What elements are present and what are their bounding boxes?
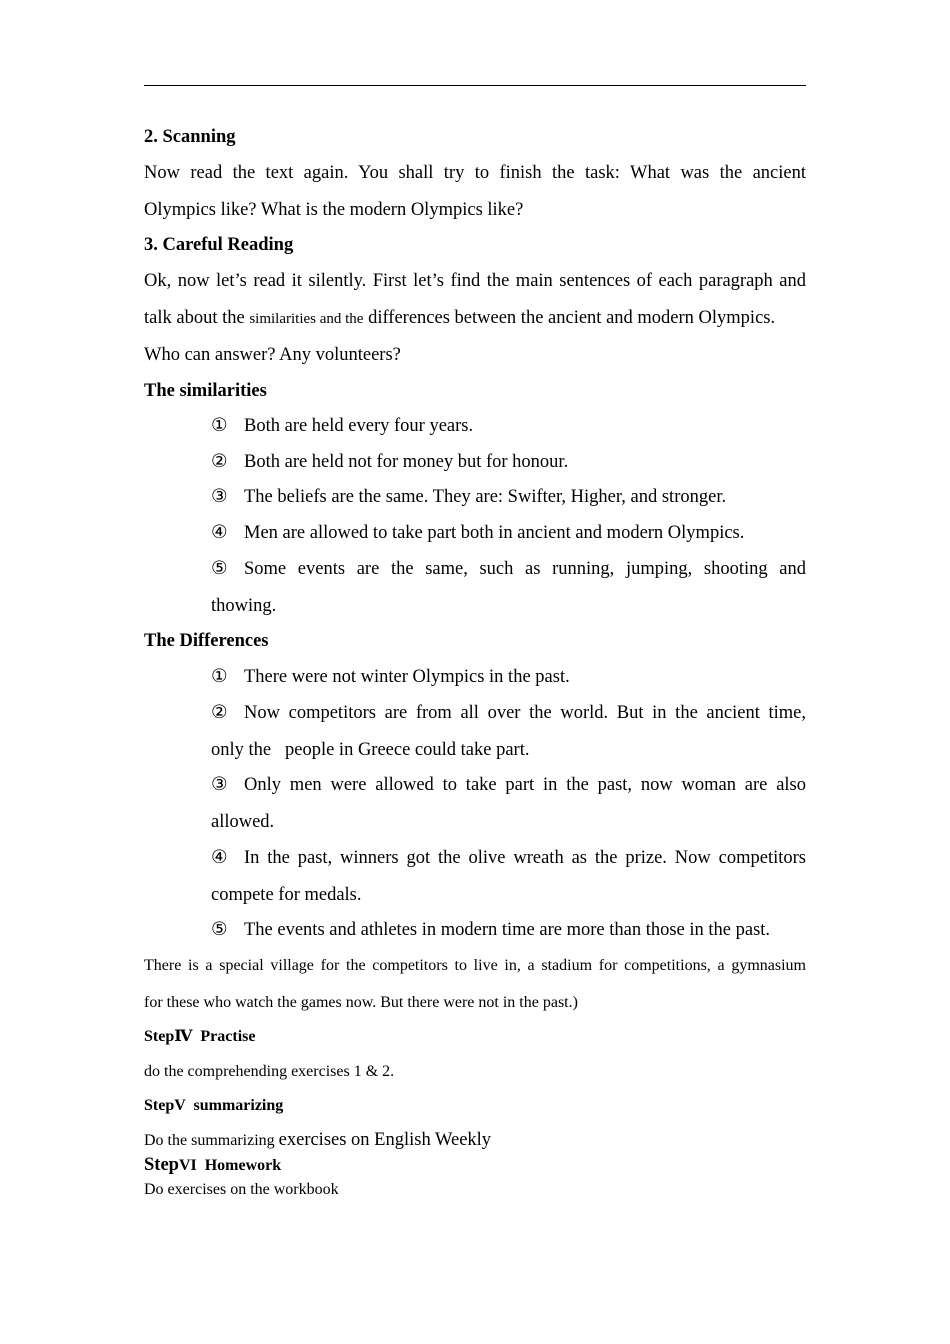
similarity-item [211,417,806,436]
step-5-text-part-a: Do the summarizing [144,1132,279,1149]
difference-number: ⑤ [211,920,228,940]
similarities-heading: The similarities [144,381,267,401]
difference-continuation: only the people in Greece could take part. [211,740,530,760]
similarity-number: ⑤ [211,559,228,579]
difference-number: ② [211,703,228,723]
similarity-text: Both are held every four years. [244,416,474,436]
difference-text: Now competitors are from all over the world. But in the ancient time, [244,703,806,723]
careful-line-2-part-b: similarities and the [249,311,364,327]
difference-item [211,704,806,723]
scanning-heading: 2. Scanning [144,127,236,147]
difference-item [211,849,806,868]
difference-item [211,921,806,940]
header-rule [144,85,806,86]
careful-line-2-part-a: talk about the [144,308,250,328]
difference-continuation: compete for medals. [211,885,362,905]
step-4-text: do the comprehending exercises 1 & 2. [144,1063,395,1080]
difference-number: ③ [211,775,228,795]
similarity-item [211,453,806,472]
difference-text: There were not winter Olympics in the past. [244,667,570,687]
step-6-label-part-b: VI Homework [178,1157,282,1174]
scanning-line-2: Olympics like? What is the modern Olympics like? [144,200,524,220]
similarity-item [211,488,806,507]
similarity-continuation: thowing. [211,596,277,616]
similarity-text: Men are allowed to take part both in ancient and modern Olympics. [244,523,745,543]
difference-text: In the past, winners got the olive wreath as the prize. Now competitors [244,848,806,868]
careful-line-2-part-c: differences between the ancient and modern Olympics. [363,308,776,328]
careful-line-2 [144,309,806,328]
difference-item [211,776,806,795]
similarity-item [211,560,806,579]
careful-reading-heading: 3. Careful Reading [144,235,294,255]
difference-number: ① [211,667,228,687]
step-5-text-part-b: exercises on English Weekly [278,1130,492,1150]
step-6-text: Do exercises on the workbook [144,1181,339,1198]
step-6-label-part-a: Step [144,1155,179,1175]
step-5-heading: StepV summarizing [144,1097,284,1114]
note-line-2: for these who watch the games now. But there were not in the past.) [144,994,578,1011]
similarity-text: Some events are the same, such as running, jumping, shooting and [244,559,806,579]
similarity-number: ② [211,452,228,472]
similarity-item [211,524,806,543]
difference-number: ④ [211,848,228,868]
step-6-heading [144,1156,806,1175]
scanning-line-1: Now read the text again. You shall try to finish the task: What was the ancient [144,163,806,183]
note-line-1: There is a special village for the competitors to live in, a stadium for competitions, a gymnasium [144,957,806,974]
step-4-heading: StepⅣ Practise [144,1028,256,1045]
careful-line-1: Ok, now let’s read it silently. First let’s find the main sentences of each paragraph and [144,271,806,291]
similarity-number: ① [211,416,228,436]
difference-continuation: allowed. [211,812,275,832]
differences-heading: The Differences [144,631,269,651]
similarity-text: The beliefs are the same. They are: Swifter, Higher, and stronger. [244,487,727,507]
similarity-number: ④ [211,523,228,543]
difference-item [211,668,806,687]
careful-line-3: Who can answer? Any volunteers? [144,345,401,365]
similarity-number: ③ [211,487,228,507]
similarity-text: Both are held not for money but for honour. [244,452,569,472]
step-5-text [144,1131,806,1150]
difference-text: Only men were allowed to take part in the past, now woman are also [244,775,806,795]
difference-text: The events and athletes in modern time are more than those in the past. [244,920,771,940]
